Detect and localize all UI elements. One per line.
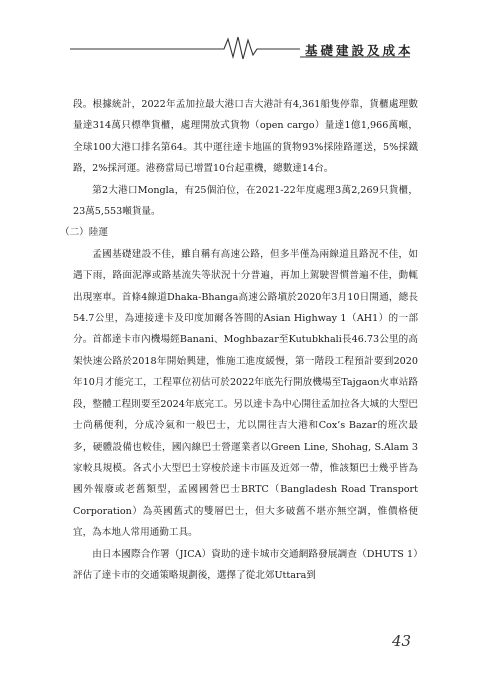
paragraph: 由日本國際合作署（JICA）資助的達卡城市交通網路發展調查（DHUTS 1）評估了達卡市的交通策略規劃後，選擇了從北郊Uttara到	[73, 548, 418, 581]
paragraph: 段。根據統計，2022年孟加拉最大港口吉大港計有4,361船隻停靠，貨櫃處理數量達314萬只標準貨櫃，處理開放式貨物（open cargo）量達1億1,966萬噸，全球100大港口排名第64。其中運往達卡地區的貨物93%採陸路運送，5%採鐵路，2%採河運。港務當局已增置10台起重機，總數達14台。	[73, 99, 418, 175]
section-title: 基礎建設及成本	[305, 43, 414, 58]
body-text	[60, 94, 418, 586]
running-header	[0, 33, 480, 63]
page-number: 43	[392, 632, 412, 650]
paragraph: 孟國基礎建設不佳，雖自稱有高速公路，但多半僅為兩線道且路況不佳，如遇下雨，路面泥濘或路基流失等狀況十分普遍，再加上駕駛習慣普遍不佳，動輒出現塞車。首條4線道Dhaka-Bhanga高速公路塡於2020年3月10日開通，總長54.7公里，為連接達卡及印度加爾各答間的Asian Highway 1（AH1）的一部分。首都達卡市內機場經Banani、Moghbazar至Kutubkhali長46.73公里的高架快速公路於2018年開始興建，惟施工進度緩慢，第一階段工程預計要到2020年10月才能完工，工程單位初估可於2022年底先行開放機場至Tajgaon火車站路段，整體工程則要至2024年底完工。另以達卡為中心開往孟加拉各大城的大型巴士尚稱便利，分成冷氣和一般巴士，尤以開往吉大港和Cox’s Bazar的班次最多，硬體設備也較佳，國內線巴士營運業者以Green Line, Shohag, S.Alam 3家較具規模。各式小大型巴士穿梭於達卡市區及近郊一帶，惟該類巴士幾乎皆為國外報廢或老舊類型，孟國國營巴士BRTC（Bangladesh Road Transport Corporation）為英國舊式的雙層巴士，但大多破舊不堪亦無空調，惟價格便宜，為本地人常用通勤工具。	[73, 248, 418, 539]
paragraph: 第2大港口Mongla，有25個泊位，在2021-22年度處理3萬2,269只貨櫃，23萬5,553噸貨量。	[73, 184, 418, 218]
subsection-heading: （二）陸運	[60, 227, 108, 239]
